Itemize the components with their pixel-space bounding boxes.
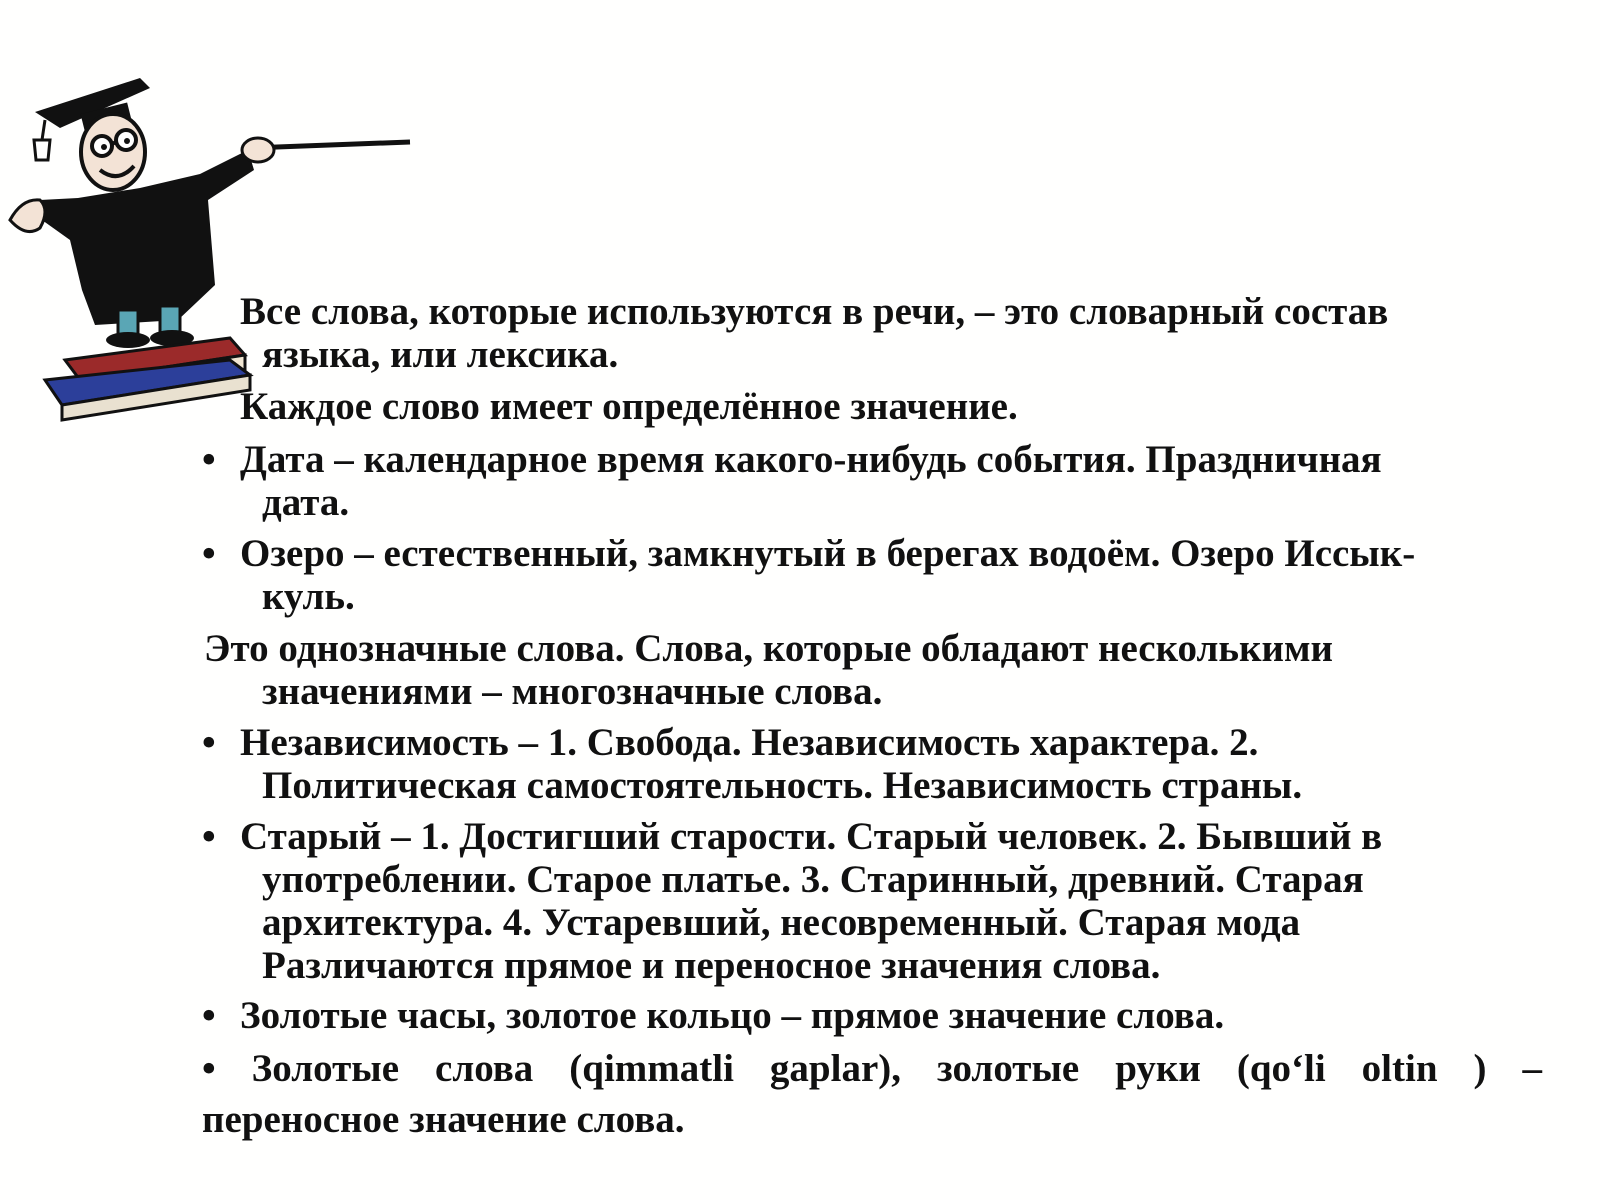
- bullet-9: •: [202, 1047, 216, 1090]
- paragraph-9: [202, 1047, 1542, 1141]
- paragraph-8-line-1: Золотые часы, золотое кольцо – прямое значение слова.: [240, 994, 1225, 1037]
- paragraph-7-line-3: архитектура. 4. Устаревший, несовременный. Старая мода: [262, 901, 1301, 944]
- bullet-7: •: [202, 815, 216, 858]
- paragraph-6-line-1: Независимость – 1. Свобода. Независимость характера. 2.: [240, 721, 1259, 764]
- paragraph-5-line-2: значениями – многозначные слова.: [262, 670, 883, 713]
- paragraph-3-line-2: дата.: [262, 481, 350, 524]
- paragraph-6: [240, 721, 1302, 807]
- paragraph-3: [240, 438, 1382, 524]
- paragraph-4-line-2: куль.: [262, 575, 355, 618]
- paragraph-5: [204, 627, 1333, 713]
- paragraph-7-line-4: Различаются прямое и переносное значения слова.: [262, 944, 1161, 987]
- paragraph-2: [240, 385, 1018, 428]
- bullet-3: •: [202, 438, 216, 481]
- paragraph-1-line-1: Все слова, которые используются в речи, – это словарный состав: [240, 290, 1389, 333]
- paragraph-9-line-1: [202, 1047, 1542, 1090]
- paragraph-5-line-1: Это однозначные слова. Слова, которые обладают несколькими: [204, 627, 1334, 670]
- paragraph-4: [240, 532, 1415, 618]
- paragraph-2-line-1: Каждое слово имеет определённое значение.: [240, 385, 1018, 428]
- paragraph-3-line-1: Дата – календарное время какого-нибудь события. Праздничная: [240, 438, 1382, 481]
- paragraph-8: [240, 994, 1224, 1037]
- bullet-4: •: [202, 532, 216, 575]
- bullet-6: •: [202, 721, 216, 764]
- paragraph-6-line-2: Политическая самостоятельность. Независимость страны.: [262, 764, 1303, 807]
- paragraph-1-line-2: языка, или лексика.: [262, 333, 619, 376]
- paragraph-4-line-1: Озеро – естественный, замкнутый в берегах водоём. Озеро Иссык-: [240, 532, 1416, 575]
- paragraph-7-line-2: употреблении. Старое платье. 3. Старинный, древний. Старая: [262, 858, 1364, 901]
- paragraph-9-line-1-text: Золотые слова (qimmatli gaplar), золотые руки (qo‘li oltin ) –: [251, 1047, 1542, 1090]
- paragraph-7-line-1: Старый – 1. Достигший старости. Старый человек. 2. Бывший в: [240, 815, 1383, 858]
- paragraph-1: [240, 290, 1388, 376]
- paragraph-9-line-2: переносное значение слова.: [202, 1098, 685, 1141]
- bullet-8: •: [202, 994, 216, 1037]
- paragraph-7: [240, 815, 1382, 987]
